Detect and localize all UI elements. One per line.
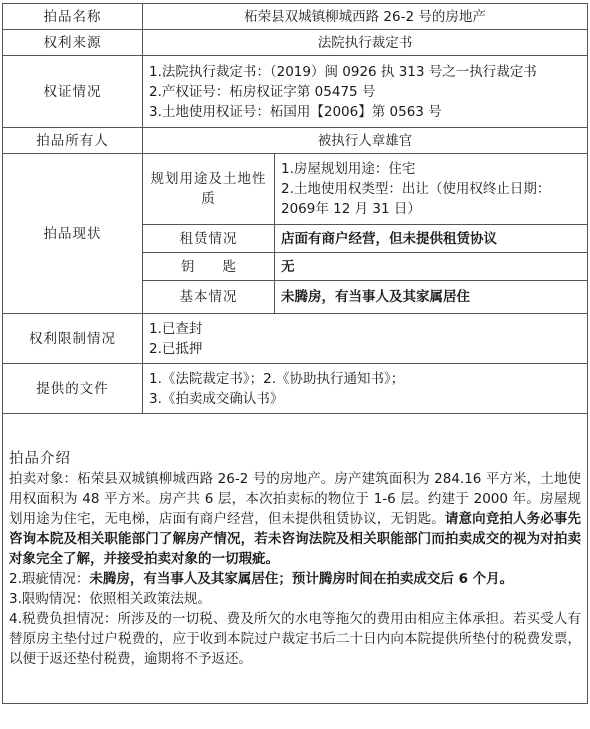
documents-value <box>143 364 588 414</box>
row-intro <box>3 414 588 704</box>
intro-paragraph-1 <box>9 469 581 569</box>
lease-value: 店面有商户经营，但未提供租赁协议 <box>275 225 588 253</box>
intro-object-text: 拍卖对象：柘荣县双城镇柳城西路 26-2 号的房地产。房产建筑面积为 284.16 平方米，土地使用权面积为 48 平方米。房产共 6 层，本次拍卖标的物位于 1-6 层。约建于 2000 年。房屋规划用途为住宅，无电梯，店面有商户经营，但未提供租赁协议，无钥匙。 <box>9 470 582 527</box>
intro-section <box>3 414 588 704</box>
certificates-value <box>143 56 588 128</box>
intro-warning-text: 请意向竞拍人务必事先咨询本院及相关职能部门了解房产情况，若未咨询法院及相关职能部门而拍卖成交的视为对拍卖对象完全了解，并接受拍卖对象的一切瑕疵。 <box>9 510 582 567</box>
basic-label: 基本情况 <box>143 281 275 314</box>
auction-info-table <box>2 3 588 704</box>
intro-paragraph-3: 3.限购情况：依照相关政策法规。 <box>9 590 211 607</box>
document-line: 1.《法院裁定书》；2.《协助执行通知书》； <box>149 370 405 387</box>
keys-value: 无 <box>275 253 588 281</box>
auction-document <box>2 3 587 725</box>
restrictions-value <box>143 314 588 364</box>
owner-label: 拍品所有人 <box>3 128 143 154</box>
rights-source-label: 权利来源 <box>3 30 143 56</box>
row-certificates <box>3 56 588 128</box>
planning-line: 1.房屋规划用途：住宅 <box>281 161 416 177</box>
restrictions-label: 权利限制情况 <box>3 314 143 364</box>
item-name-label: 拍品名称 <box>3 4 143 30</box>
row-owner <box>3 128 588 154</box>
owner-value: 被执行人章雄官 <box>143 128 588 154</box>
item-name-value: 柘荣县双城镇柳城西路 26-2 号的房地产 <box>143 4 588 30</box>
basic-value: 未腾房，有当事人及其家属居住 <box>275 281 588 314</box>
rights-source-value: 法院执行裁定书 <box>143 30 588 56</box>
planning-label: 规划用途及土地性质 <box>143 154 275 225</box>
row-restrictions <box>3 314 588 364</box>
documents-label: 提供的文件 <box>3 364 143 414</box>
row-planning <box>3 154 588 225</box>
certificate-line: 1.法院执行裁定书：（2019）闽 0926 执 313 号之一执行裁定书 <box>149 63 537 80</box>
certificate-line: 3.土地使用权证号：柘国用【2006】第 0563 号 <box>149 103 442 120</box>
defect-text: 未腾房，有当事人及其家属居住；预计腾房时间在拍卖成交后 6 个月。 <box>89 570 514 587</box>
certificate-line: 2.产权证号：柘房权证字第 05475 号 <box>149 83 376 100</box>
row-item-name <box>3 4 588 30</box>
intro-title: 拍品介绍 <box>9 450 71 467</box>
planning-line: 2.土地使用权类型：出让（使用权终止日期：2069年 12 月 31 日） <box>281 181 551 217</box>
restriction-line: 1.已查封 <box>149 320 203 337</box>
intro-paragraph-2 <box>9 569 581 589</box>
status-label: 拍品现状 <box>3 154 143 314</box>
row-documents <box>3 364 588 414</box>
keys-label: 钥匙 <box>181 258 264 275</box>
planning-value <box>275 154 588 225</box>
lease-label: 租赁情况 <box>143 225 275 253</box>
certificates-label: 权证情况 <box>3 56 143 128</box>
keys-label-cell <box>143 253 275 281</box>
defect-label: 2.瑕疵情况： <box>9 570 90 587</box>
row-rights-source <box>3 30 588 56</box>
intro-paragraph-4: 4.税费负担情况：所涉及的一切税、费及所欠的水电等拖欠的费用由相应主体承担。若买受人有替原房主垫付过户税费的，应于收到本院过户裁定书后二十日内向本院提供所垫付的税费发票，以便于返还垫付税费，逾期将不予返还。 <box>9 610 582 667</box>
restriction-line: 2.已抵押 <box>149 340 203 357</box>
document-line: 3.《拍卖成交确认书》 <box>149 390 284 407</box>
